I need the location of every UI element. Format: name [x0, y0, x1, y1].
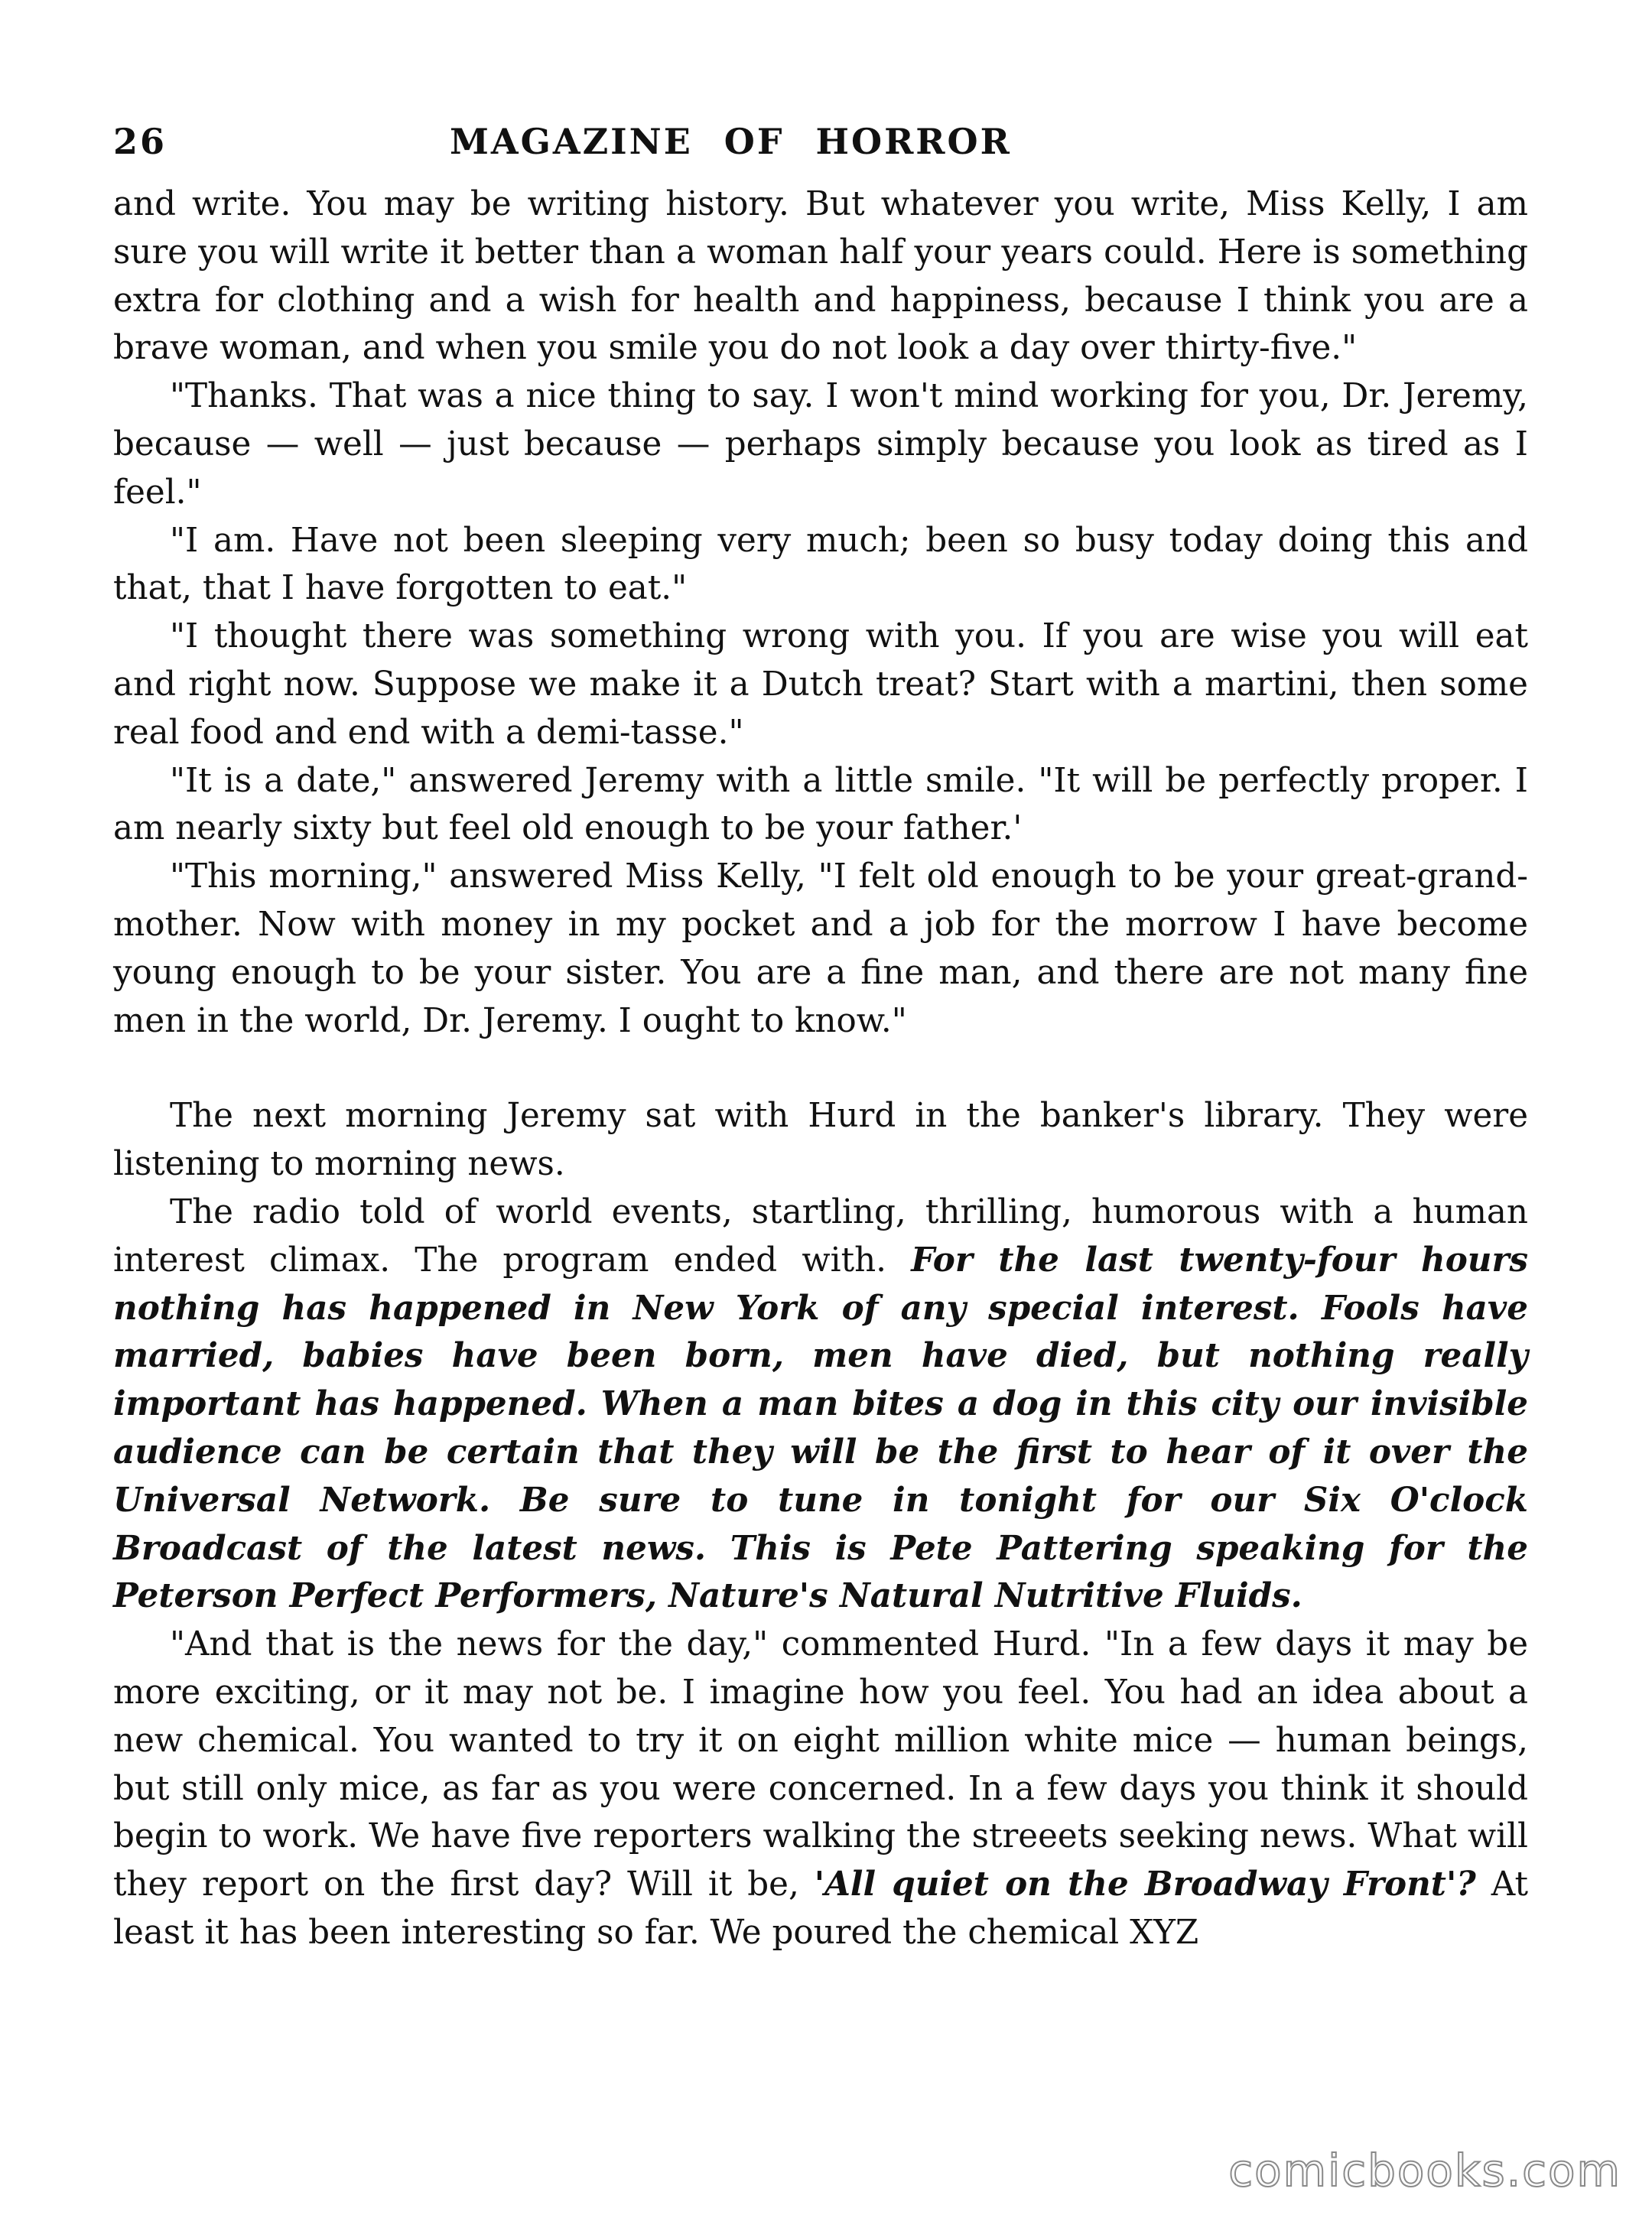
- paragraph-2: "Thanks. That was a nice thing to say. I won't mind working for you, Dr. Jeremy, because — well — just because — perhaps simply because you look as tired as I feel.": [113, 377, 1528, 512]
- article-body: [113, 180, 1528, 1957]
- paragraph-8: The radio told of world events, startling, thrilling, humorous with a human interest climax. The program ended with. For the last twenty-four hours nothing has happened in New York of any special interest. Fools have married, babies have been born, men have died, but nothing really important has happened. When a man bites a dog in this city our invisible audience can be certain that they will be the first to hear of it over the Universal Network. Be sure to tune in tonight for our Six O'clock Broadcast of the latest news. This is Pete Pattering speaking for the Peterson Perfect Performers, Nature's Natural Nutritive Fluids.: [113, 1192, 1528, 1616]
- radio-broadcast-quote: For the last twenty-four hours nothing has happened in New York of any special interest. Fools have married, babies have been born, men have died, but nothing really important has happened. When a man bites a dog in this city our invisible audience can be certain that they will be the first to hear of it over the Universal Network. Be sure to tune in tonight for our Six O'clock Broadcast of the latest news. This is Pete Pattering speaking for the Peterson Perfect Performers, Nature's Natural Nutritive Fluids.: [113, 1240, 1528, 1616]
- paragraph-1: and write. You may be writing history. But whatever you write, Miss Kelly, I am sure you will write it better than a woman half your years could. Here is something extra for clothing and a wish for health and happiness, because I think you are a brave woman, and when you smile you do not look a day over thirty-five.": [113, 185, 1528, 368]
- paragraph-9: "And that is the news for the day," commented Hurd. "In a few days it may be more exciting, or it may not be. I imagine how you feel. You had an idea about a new chemical. You wanted to try it on eight million white mice — human beings, but still only mice, as far as you were concerned. In a few days you think it should begin to work. We have five reporters walking the streeets seeking news. What will they report on the first day? Will it be, 'All quiet on the Broadway Front'? At least it has been interesting so far. We poured the chemical XYZ: [113, 1625, 1528, 1952]
- magazine-title: MAGAZINE OF HORROR: [450, 121, 1012, 162]
- paragraph-7: The next morning Jeremy sat with Hurd in the banker's library. They were listening to morning news.: [113, 1097, 1528, 1184]
- page-number: 26: [113, 121, 167, 162]
- paragraph-4: "I thought there was something wrong with you. If you are wise you will eat and right now. Suppose we make it a Dutch treat? Start with a martini, then some real food and end with a demi-tasse.": [113, 617, 1528, 752]
- broadway-front-quote: 'All quiet on the Broadway Front'?: [814, 1865, 1476, 1904]
- page: [113, 115, 1528, 1957]
- running-head: [113, 115, 1528, 176]
- paragraph-6: "This morning," answered Miss Kelly, "I felt old enough to be your great-grand-mother. Now with money in my pocket and a job for the morrow I have become young enough to be your sister. You are a fine man, and there are not many fine men in the world, Dr. Jeremy. I ought to know.": [113, 857, 1528, 1040]
- paragraph-5: "It is a date," answered Jeremy with a little smile. "It will be perfectly proper. I am nearly sixty but feel old enough to be your father.': [113, 761, 1528, 848]
- watermark-logo: comicbooks.com: [1228, 2145, 1621, 2197]
- paragraph-3: "I am. Have not been sleeping very much; been so busy today doing this and that, that I have forgotten to eat.": [113, 521, 1528, 608]
